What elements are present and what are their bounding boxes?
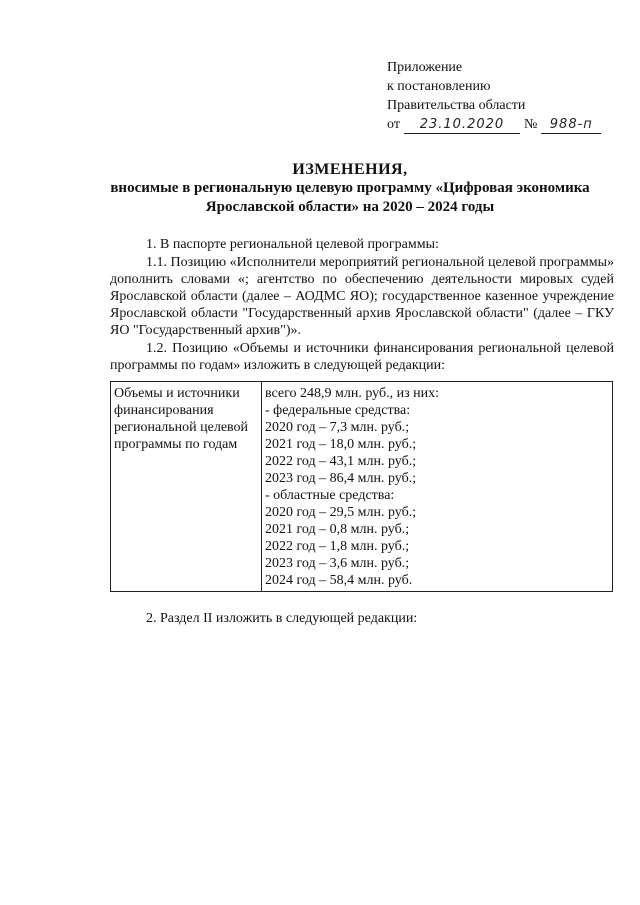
title-line-3: Ярославской области» на 2020 – 2024 годы — [205, 199, 495, 215]
value-line: 2020 год – 29,5 млн. руб.; — [265, 505, 417, 520]
handwritten-date: 23.10.2020 — [404, 117, 520, 134]
section-2-heading: 2. Раздел II изложить в следующей редакции: — [146, 611, 418, 626]
title-line-2: вносимые в региональную целевую программу «Цифровая экономика — [110, 180, 590, 196]
appendix-reference-line — [387, 115, 601, 134]
appendix-header — [387, 58, 601, 134]
value-line: 2024 год – 58,4 млн. руб. — [265, 573, 413, 588]
number-label: № — [523, 117, 538, 132]
appendix-line-2: к постановлению — [387, 79, 491, 94]
table-cell-label: Объемы и источники финансирования региональной целевой программы по годам — [111, 382, 262, 592]
value-line: 2021 год – 18,0 млн. руб.; — [265, 437, 417, 452]
handwritten-number: 988-п — [541, 117, 601, 134]
appendix-line-3: Правительства области — [387, 98, 526, 113]
appendix-line-1: Приложение — [387, 60, 463, 75]
paragraph-1: 1. В паспорте региональной целевой программы: — [146, 237, 439, 252]
financing-table — [110, 381, 613, 592]
value-line: 2020 год – 7,3 млн. руб.; — [265, 420, 410, 435]
document-title — [80, 160, 620, 217]
value-line: 2021 год – 0,8 млн. руб.; — [265, 522, 410, 537]
paragraph-1-2: 1.2. Позицию «Объемы и источники финансирования региональной целевой программы по годам» изложить в следующей редакции: — [110, 341, 614, 373]
title-main: ИЗМЕНЕНИЯ, — [292, 161, 408, 178]
value-line: 2023 год – 86,4 млн. руб.; — [265, 471, 417, 486]
value-line: - федеральные средства: — [265, 403, 411, 418]
value-line: 2023 год – 3,6 млн. руб.; — [265, 556, 410, 571]
value-line: 2022 год – 43,1 млн. руб.; — [265, 454, 417, 469]
paragraph-1-1: 1.1. Позицию «Исполнители мероприятий региональной целевой программы» дополнить словами «; агентство по обеспечению деятельности мировых судей Ярославской области (далее – АОДМС ЯО); государственное казенное учреждение Ярославской области "Государственный архив Ярославской области" (далее – ГКУ ЯО "Государственный архив")». — [110, 255, 614, 338]
table-row — [111, 382, 613, 592]
table-cell-values — [262, 382, 613, 592]
value-line: - областные средства: — [265, 488, 395, 503]
value-line: всего 248,9 млн. руб., из них: — [265, 386, 440, 401]
from-label: от — [387, 117, 400, 132]
document-body — [110, 236, 614, 375]
value-line: 2022 год – 1,8 млн. руб.; — [265, 539, 410, 554]
